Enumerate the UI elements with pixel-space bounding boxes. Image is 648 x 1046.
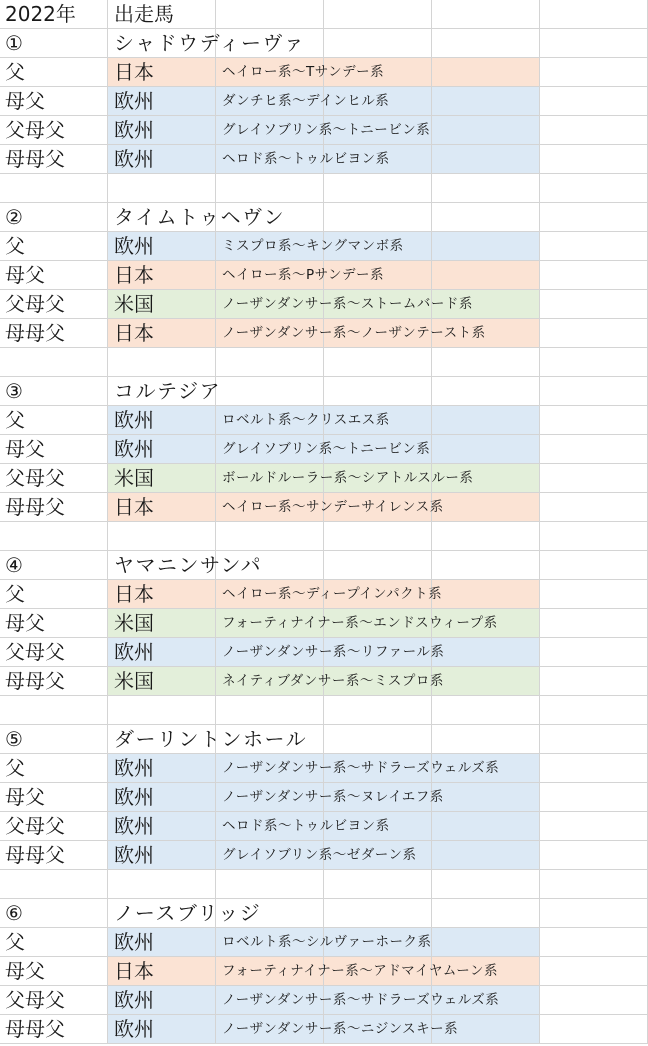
cell[interactable] — [432, 493, 540, 522]
horse-name: シャドウディーヴァ — [114, 31, 306, 55]
region-label: 欧州 — [114, 785, 154, 809]
cell[interactable] — [540, 348, 648, 377]
cell[interactable] — [0, 696, 108, 725]
relation-label: 母母父 — [5, 321, 65, 345]
relation-label: 母父 — [5, 959, 45, 983]
cell[interactable] — [432, 812, 540, 841]
cell[interactable] — [540, 435, 648, 464]
bloodline-label: ノーザンダンサー系～ニジンスキー系 — [222, 1021, 459, 1037]
cell[interactable] — [540, 58, 648, 87]
lineage-row — [0, 435, 648, 464]
lineage-row — [0, 928, 648, 957]
region-label: 欧州 — [114, 1017, 154, 1041]
cell[interactable] — [432, 899, 540, 928]
cell[interactable] — [108, 870, 216, 899]
cell[interactable] — [540, 87, 648, 116]
horse-number: ⑤ — [5, 727, 23, 751]
region-label: 欧州 — [114, 147, 154, 171]
cell[interactable] — [324, 348, 432, 377]
lineage-row — [0, 406, 648, 435]
lineage-row — [0, 667, 648, 696]
cell[interactable] — [432, 232, 540, 261]
relation-label: 母父 — [5, 89, 45, 113]
relation-label: 父母父 — [5, 814, 65, 838]
cell[interactable] — [540, 290, 648, 319]
cell[interactable] — [540, 0, 648, 29]
cell[interactable] — [108, 348, 216, 377]
cell[interactable] — [432, 667, 540, 696]
cell[interactable] — [540, 580, 648, 609]
cell[interactable] — [216, 174, 324, 203]
bloodline-label: ロベルト系～シルヴァーホーク系 — [222, 934, 432, 950]
cell[interactable] — [540, 203, 648, 232]
cell[interactable] — [324, 696, 432, 725]
relation-label: 父 — [5, 408, 25, 432]
cell[interactable] — [324, 174, 432, 203]
cell[interactable] — [324, 725, 432, 754]
cell[interactable] — [540, 870, 648, 899]
cell[interactable] — [540, 406, 648, 435]
relation-label: 母父 — [5, 611, 45, 635]
region-label: 欧州 — [114, 640, 154, 664]
cell[interactable] — [324, 0, 432, 29]
bloodline-label: ネイティブダンサー系～ミスプロ系 — [222, 673, 444, 689]
cell[interactable] — [432, 58, 540, 87]
bloodline-label: ダンチヒ系～デインヒル系 — [222, 93, 390, 109]
blank-row — [0, 870, 648, 899]
cell[interactable] — [432, 377, 540, 406]
cell[interactable] — [540, 522, 648, 551]
lineage-row — [0, 87, 648, 116]
cell[interactable] — [108, 696, 216, 725]
cell[interactable] — [432, 638, 540, 667]
bloodline-label: ノーザンダンサー系～サドラーズウェルズ系 — [222, 992, 500, 1008]
blank-row — [0, 174, 648, 203]
relation-label: 父母父 — [5, 292, 65, 316]
relation-label: 父母父 — [5, 640, 65, 664]
lineage-row — [0, 290, 648, 319]
cell[interactable] — [432, 203, 540, 232]
column-label: 出走馬 — [114, 2, 174, 26]
region-label: 欧州 — [114, 843, 154, 867]
cell[interactable] — [540, 609, 648, 638]
blank-row — [0, 348, 648, 377]
lineage-row — [0, 754, 648, 783]
bloodline-label: ヘイロー系～Tサンデー系 — [222, 64, 385, 80]
bloodline-label: フォーティナイナー系～エンドスウィープ系 — [222, 615, 498, 631]
cell[interactable] — [108, 174, 216, 203]
cell[interactable] — [324, 377, 432, 406]
horse-number: ③ — [5, 379, 23, 403]
cell[interactable] — [432, 174, 540, 203]
horse-number: ④ — [5, 553, 23, 577]
bloodline-label: ノーザンダンサー系～サドラーズウェルズ系 — [222, 760, 500, 776]
bloodline-label: ヘイロー系～サンデーサイレンス系 — [222, 499, 444, 515]
lineage-row — [0, 812, 648, 841]
lineage-row — [0, 638, 648, 667]
horse-number: ⑥ — [5, 901, 23, 925]
cell[interactable] — [0, 522, 108, 551]
cell[interactable] — [324, 522, 432, 551]
horse-title-row — [0, 551, 648, 580]
lineage-row — [0, 609, 648, 638]
cell[interactable] — [540, 725, 648, 754]
region-label: 米国 — [114, 669, 154, 693]
bloodline-label: ヘロド系～トゥルビヨン系 — [222, 818, 390, 834]
horse-number: ② — [5, 205, 23, 229]
cell[interactable] — [432, 261, 540, 290]
lineage-row — [0, 783, 648, 812]
cell[interactable] — [540, 754, 648, 783]
bloodline-label: グレイソブリン系～トニービン系 — [222, 441, 431, 457]
cell[interactable] — [432, 116, 540, 145]
relation-label: 父 — [5, 60, 25, 84]
horse-title-row — [0, 899, 648, 928]
cell[interactable] — [432, 29, 540, 58]
region-label: 欧州 — [114, 437, 154, 461]
horse-name: コルテジア — [114, 379, 222, 403]
region-label: 欧州 — [114, 89, 154, 113]
cell[interactable] — [432, 580, 540, 609]
bloodline-label: ノーザンダンサー系～ストームバード系 — [222, 296, 473, 312]
lineage-row — [0, 1015, 648, 1044]
cell[interactable] — [108, 522, 216, 551]
relation-label: 父 — [5, 930, 25, 954]
region-label: 欧州 — [114, 234, 154, 258]
region-label: 欧州 — [114, 814, 154, 838]
cell[interactable] — [540, 174, 648, 203]
bloodline-label: グレイソブリン系～ゼダーン系 — [222, 847, 417, 863]
relation-label: 母母父 — [5, 495, 65, 519]
relation-label: 父母父 — [5, 988, 65, 1012]
relation-label: 母父 — [5, 785, 45, 809]
region-label: 米国 — [114, 466, 154, 490]
cell[interactable] — [540, 551, 648, 580]
relation-label: 父 — [5, 756, 25, 780]
cell[interactable] — [216, 870, 324, 899]
lineage-row — [0, 841, 648, 870]
cell[interactable] — [324, 29, 432, 58]
cell[interactable] — [324, 870, 432, 899]
bloodline-label: ボールドルーラー系～シアトルスルー系 — [222, 470, 474, 486]
cell[interactable] — [216, 696, 324, 725]
lineage-row — [0, 957, 648, 986]
relation-label: 母父 — [5, 263, 45, 287]
cell[interactable] — [432, 522, 540, 551]
cell[interactable] — [432, 406, 540, 435]
cell[interactable] — [0, 870, 108, 899]
lineage-row — [0, 261, 648, 290]
cell[interactable] — [432, 725, 540, 754]
relation-label: 父 — [5, 234, 25, 258]
horse-name: ダーリントンホール — [114, 727, 308, 751]
horse-title-row — [0, 203, 648, 232]
cell[interactable] — [432, 928, 540, 957]
region-label: 欧州 — [114, 118, 154, 142]
horse-number: ① — [5, 31, 23, 55]
cell[interactable] — [432, 841, 540, 870]
region-label: 日本 — [114, 321, 154, 345]
region-label: 米国 — [114, 292, 154, 316]
lineage-row — [0, 232, 648, 261]
horse-name: ヤマニンサンパ — [114, 553, 263, 577]
relation-label: 母父 — [5, 437, 45, 461]
relation-label: 父母父 — [5, 118, 65, 142]
cell[interactable] — [0, 348, 108, 377]
cell[interactable] — [432, 696, 540, 725]
cell[interactable] — [540, 29, 648, 58]
bloodline-label: ヘイロー系～Pサンデー系 — [222, 267, 384, 283]
cell[interactable] — [432, 870, 540, 899]
lineage-row — [0, 464, 648, 493]
cell[interactable] — [432, 551, 540, 580]
cell[interactable] — [432, 145, 540, 174]
region-label: 欧州 — [114, 408, 154, 432]
region-label: 日本 — [114, 263, 154, 287]
horse-title-row — [0, 29, 648, 58]
cell[interactable] — [540, 638, 648, 667]
horse-name: タイムトゥヘヴン — [114, 205, 286, 229]
cell[interactable] — [324, 551, 432, 580]
region-label: 日本 — [114, 582, 154, 606]
region-label: 米国 — [114, 611, 154, 635]
bloodline-label: フォーティナイナー系～アドマイヤムーン系 — [222, 963, 498, 979]
lineage-row — [0, 493, 648, 522]
lineage-row — [0, 58, 648, 87]
cell[interactable] — [432, 348, 540, 377]
blank-row — [0, 696, 648, 725]
cell[interactable] — [540, 232, 648, 261]
horse-title-row — [0, 377, 648, 406]
cell[interactable] — [540, 783, 648, 812]
cell[interactable] — [216, 0, 324, 29]
horse-name: ノースブリッジ — [114, 901, 262, 925]
lineage-row — [0, 319, 648, 348]
cell[interactable] — [432, 0, 540, 29]
bloodline-label: ノーザンダンサー系～ノーザンテースト系 — [222, 325, 486, 341]
cell[interactable] — [540, 116, 648, 145]
cell[interactable] — [540, 957, 648, 986]
region-label: 欧州 — [114, 988, 154, 1012]
region-label: 日本 — [114, 959, 154, 983]
region-label: 欧州 — [114, 930, 154, 954]
bloodline-label: グレイソブリン系～トニービン系 — [222, 122, 431, 138]
lineage-row — [0, 145, 648, 174]
year-label: 2022年 — [5, 2, 76, 26]
bloodline-label: ヘロド系～トゥルビヨン系 — [222, 151, 390, 167]
cell[interactable] — [540, 261, 648, 290]
bloodline-label: ロベルト系～クリスエス系 — [222, 412, 390, 428]
blank-row — [0, 522, 648, 551]
bloodline-label: ノーザンダンサー系～ヌレイエフ系 — [222, 789, 444, 805]
cell[interactable] — [432, 87, 540, 116]
bloodline-label: ヘイロー系～ディープインパクト系 — [222, 586, 443, 602]
cell[interactable] — [216, 348, 324, 377]
relation-label: 母母父 — [5, 669, 65, 693]
cell[interactable] — [432, 783, 540, 812]
cell[interactable] — [0, 174, 108, 203]
cell[interactable] — [540, 986, 648, 1015]
cell[interactable] — [216, 377, 324, 406]
cell[interactable] — [540, 812, 648, 841]
lineage-row — [0, 986, 648, 1015]
cell[interactable] — [540, 493, 648, 522]
cell[interactable] — [540, 145, 648, 174]
header-row — [0, 0, 648, 29]
relation-label: 母母父 — [5, 147, 65, 171]
horse-title-row — [0, 725, 648, 754]
lineage-row — [0, 580, 648, 609]
cell[interactable] — [540, 667, 648, 696]
lineage-row — [0, 116, 648, 145]
relation-label: 母母父 — [5, 1017, 65, 1041]
cell[interactable] — [540, 899, 648, 928]
cell[interactable] — [540, 319, 648, 348]
relation-label: 父母父 — [5, 466, 65, 490]
relation-label: 父 — [5, 582, 25, 606]
cell[interactable] — [540, 928, 648, 957]
cell[interactable] — [324, 899, 432, 928]
region-label: 日本 — [114, 60, 154, 84]
cell[interactable] — [540, 1015, 648, 1044]
bloodline-label: ノーザンダンサー系～リファール系 — [222, 644, 445, 660]
cell[interactable] — [216, 522, 324, 551]
cell[interactable] — [324, 203, 432, 232]
region-label: 日本 — [114, 495, 154, 519]
cell[interactable] — [540, 377, 648, 406]
cell[interactable] — [540, 464, 648, 493]
cell[interactable] — [540, 696, 648, 725]
region-label: 欧州 — [114, 756, 154, 780]
relation-label: 母母父 — [5, 843, 65, 867]
cell[interactable] — [432, 435, 540, 464]
bloodline-label: ミスプロ系～キングマンボ系 — [222, 238, 404, 254]
cell[interactable] — [540, 841, 648, 870]
